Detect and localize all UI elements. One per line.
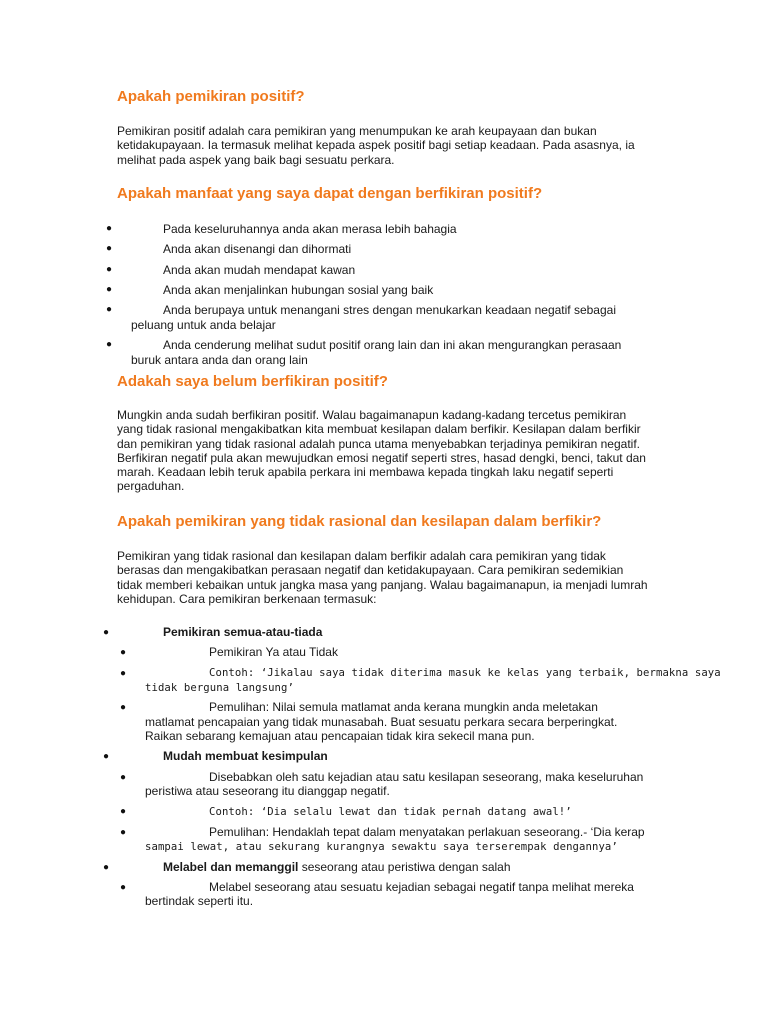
sub-bullet-dot: ● xyxy=(120,702,127,713)
sub-bullet-dot: ● xyxy=(120,772,127,783)
type-title-kesimpulan: Mudah membuat kesimpulan xyxy=(163,749,328,763)
list-item: Anda berupaya untuk menangani stres dengan menukarkan keadaan negatif sebagai xyxy=(163,303,616,317)
bullet-dot: ● xyxy=(103,627,110,638)
heading-tidak-rasional: Apakah pemikiran yang tidak rasional dan kesilapan dalam berfikir? xyxy=(117,513,602,530)
bullet-dot: ● xyxy=(106,339,113,350)
bullet-dot: ● xyxy=(106,304,113,315)
sub-bullet-dot: ● xyxy=(120,668,127,679)
text-line: tidak memberi kebaikan untuk jangka masa yang panjang. Walau bagaimanapun, ia menjadi lumrah xyxy=(117,577,648,592)
sub-item-continuation: tidak berguna langsung’ xyxy=(145,682,294,694)
text-line: marah. Keadaan lebih teruk apabila perkara ini membawa kepada tingkah laku negatif seperti xyxy=(117,465,614,480)
sub-item: Melabel seseorang atau sesuatu kejadian sebagai negatif tanpa melihat mereka xyxy=(209,880,634,894)
bullet-dot: ● xyxy=(106,223,113,234)
type-title-melabel xyxy=(163,860,511,875)
sub-bullet-dot: ● xyxy=(120,806,127,817)
sub-bullet-dot: ● xyxy=(120,882,127,893)
list-item: Anda cenderung melihat sudut positif orang lain dan ini akan mengurangkan perasaan xyxy=(163,338,622,352)
sub-item-continuation: Raikan sebarang kemajuan atau pencapaian tidak kira sekecil mana pun. xyxy=(145,729,535,743)
bullet-dot: ● xyxy=(103,862,110,873)
text-line: Pemikiran yang tidak rasional dan kesilapan dalam berfikir adalah cara pemikiran yang tidak xyxy=(117,549,606,563)
sub-item: Disebabkan oleh satu kejadian atau satu kesilapan seseorang, maka keseluruhan xyxy=(209,770,644,784)
text-line: Pemikiran positif adalah cara pemikiran yang menumpukan ke arah keupayaan dan bukan xyxy=(117,124,597,138)
text-line: dan pemikiran yang tidak rasional adalah punca utama menyebabkan terjadinya pemikiran negatif. xyxy=(117,436,640,451)
heading-manfaat: Apakah manfaat yang saya dapat dengan berfikiran positif? xyxy=(117,185,543,202)
text-line: ketidakupayaan. Ia termasuk melihat kepada aspek positif bagi setiap keadaan. Pada asasnya, ia xyxy=(117,138,635,153)
sub-bullet-dot: ● xyxy=(120,647,127,658)
list-item: Anda akan disenangi dan dihormati xyxy=(163,242,352,256)
type-title-rest: seseorang atau peristiwa dengan salah xyxy=(298,860,511,874)
paragraph-belum-berfikiran xyxy=(117,408,657,494)
paragraph-tidak-rasional xyxy=(117,549,657,606)
text-line: yang tidak rasional mengakibatkan kita membuat kesilapan dalam berfikir. Kesilapan dalam berfikir xyxy=(117,422,641,437)
list-item: Pada keseluruhannya anda akan merasa lebih bahagia xyxy=(163,222,457,236)
sub-item-continuation: bertindak seperti itu. xyxy=(145,894,254,908)
sub-item-continuation: peristiwa atau seseorang itu dianggap negatif. xyxy=(145,784,390,798)
bullet-dot: ● xyxy=(103,751,110,762)
sub-item-example: Contoh: ‘Jikalau saya tidak diterima masuk ke kelas yang terbaik, bermakna saya xyxy=(209,667,721,679)
sub-item-example: Contoh: ‘Dia selalu lewat dan tidak pernah datang awal!’ xyxy=(209,806,572,818)
list-item: Anda akan menjalinkan hubungan sosial yang baik xyxy=(163,283,434,297)
bullet-dot: ● xyxy=(106,243,113,254)
text-line: melihat pada aspek yang baik bagi sesuatu perkara. xyxy=(117,152,395,167)
sub-bullet-dot: ● xyxy=(120,827,127,838)
paragraph-definition xyxy=(117,124,657,167)
text-line: Mungkin anda sudah berfikiran positif. Walau bagaimanapun kadang-kadang tercetus pemikiran xyxy=(117,408,627,422)
list-item: Anda akan mudah mendapat kawan xyxy=(163,263,356,277)
bullet-dot: ● xyxy=(106,264,113,275)
type-title-semua-atau-tiada: Pemikiran semua-atau-tiada xyxy=(163,625,323,639)
list-item-continuation: peluang untuk anda belajar xyxy=(131,318,276,332)
sub-item: Pemikiran Ya atau Tidak xyxy=(209,645,338,659)
heading-pemikiran-positif: Apakah pemikiran positif? xyxy=(117,88,305,105)
sub-item: Pemulihan: Nilai semula matlamat anda kerana mungkin anda meletakan xyxy=(209,700,598,714)
list-item-continuation: buruk antara anda dan orang lain xyxy=(131,353,308,367)
text-line: Berfikiran negatif pula akan mewujudkan emosi negatif seperti stres, hasad dengki, benci, takut dan xyxy=(117,450,646,465)
text-line: berasas dan mengakibatkan perasaan negatif dan ketidakupayaan. Cara pemikiran sedemikian xyxy=(117,563,624,578)
heading-belum-berfikiran: Adakah saya belum berfikiran positif? xyxy=(117,373,388,390)
text-line: pergaduhan. xyxy=(117,479,185,494)
sub-item: Pemulihan: Hendaklah tepat dalam menyatakan perlakuan seseorang.- ‘Dia kerap xyxy=(209,825,645,839)
bullet-dot: ● xyxy=(106,284,113,295)
sub-item-continuation: sampai lewat, atau sekurang kurangnya sewaktu saya terserempak dengannya’ xyxy=(145,841,618,853)
type-title-bold: Melabel dan memanggil xyxy=(163,860,299,874)
sub-item-continuation: matlamat pencapaian yang tidak munasabah. Buat sesuatu perkara secara berperingkat. xyxy=(145,715,618,729)
text-line: kehidupan. Cara pemikiran berkenaan termasuk: xyxy=(117,591,377,606)
